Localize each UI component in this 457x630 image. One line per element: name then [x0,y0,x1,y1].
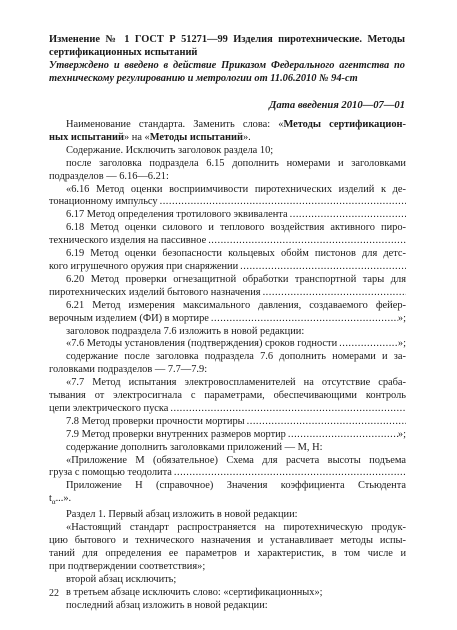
document-body [49,119,406,613]
paragraph-contents: Содержание. Исключить заголовок раздела 10; [66,144,274,156]
entry-text: 6.17 Метод определения тротилового эквивалента [66,209,288,221]
leader-dots [288,209,406,222]
leader-dots [245,416,406,429]
paragraph-after-615-2: подразделов — 6.16—6.21: [49,170,169,182]
item-6-18-line-1: 6.18 Метод оценки силового и теплового воздействия активного пиро- [66,222,406,234]
item-7-7-line-3 [49,403,406,416]
appendix-m-line-1: «Приложение М (обязательное) Схема для расчета высоты подъема [66,454,406,466]
scope-line-1: «Настоящий стандарт распространяется на пиротехническую продук- [66,522,406,534]
leader-dots [168,403,406,416]
item-6-16-line-2 [49,196,406,209]
paragraph-after-615-1: после заголовка подраздела 6.15 дополнить номерами и заголовками [66,157,406,169]
entry-text: пиротехнических изделий бытового назначения [49,286,261,298]
item-6-20-line-1: 6.20 Метод проверки огнезащитной обработки транспортной тары для [66,273,406,285]
leader-dots [172,467,406,480]
bold-fragment: Методы сертификацион- [283,119,406,130]
leader-dots [206,235,406,248]
entry-text: технического изделия на пассивное [49,235,207,247]
item-7-8 [49,416,406,429]
text-fragment: ...». [55,493,72,505]
change-title [49,34,405,60]
text-fragment: Наименование стандарта. Заменить слова: « [66,119,284,130]
text-fragment: ». [242,131,251,143]
item-6-19-line-2 [49,261,406,274]
leader-dots [337,338,398,351]
item-6-19-line-1: 6.19 Метод оценки безопасности кольцевых обойм пистонов для детс- [66,248,406,260]
leader-dots [238,261,406,274]
paragraph-last-abzac: последний абзац изложить в новой редакции: [66,599,268,611]
item-7-9 [49,429,406,442]
paragraph-appendices: содержание дополнить заголовками приложений — М, Н: [66,441,323,453]
item-6-21-line-1: 6.21 Метод измерения максимального давления, создаваемого фейер- [66,299,406,311]
scope-line-4: при подтверждении соответствия»; [49,560,206,572]
alpha-subscript: α [51,498,56,507]
paragraph-title-change-2 [49,132,406,145]
change-title-line-2: сертификационных испытаний [49,46,198,58]
effective-date: Дата введения 2010—07—01 [269,100,405,111]
paragraph-second-abzac: второй абзац исключить; [66,573,177,585]
leader-dots [158,196,406,209]
appendix-n-line-1: Приложение Н (справочное) Значения коэффициента Стьюдента [66,480,406,492]
bold-fragment: Методы испытаний [149,131,243,143]
approval-line-1: Утверждено и введено в действие Приказом Федерального агентства по [49,60,405,71]
entry-text: 7.8 Метод проверки прочности мортиры [66,415,245,427]
leader-dots [286,429,398,442]
item-6-21-line-2 [49,313,406,326]
leader-dots [209,313,398,326]
page-number: 22 [49,588,59,599]
item-6-16-line-1: «6.16 Метод оценки восприимчивости пиротехнических изделий к де- [66,183,406,195]
entry-text: верочным изделием (ФИ) в мортире [49,312,209,324]
paragraph-third-abzac: в третьем абзаце исключить слово: «сертификационных»; [66,586,323,598]
item-7-7-line-1: «7.7 Метод испытания электровоспламенителей на отсутствие сраба- [66,377,406,389]
text-fragment: » на « [123,131,150,143]
item-6-18-line-2 [49,235,406,248]
approval-statement [49,60,405,86]
paragraph-title-change-1 [49,119,406,132]
closing-quote: »; [397,338,406,350]
entry-text: тонационному импульсу [49,196,158,208]
entry-text: кого игрушечного оружия при снаряжении [49,260,239,272]
item-6-20-line-2 [49,287,406,300]
leader-dots [261,287,406,300]
item-6-17 [49,209,406,222]
change-title-line-1: Изменение № 1 ГОСТ Р 51271—99 Изделия пиротехнические. Методы [49,34,405,45]
closing-quote: »; [397,312,406,324]
closing-quote: »; [397,428,406,440]
item-7-7-line-2: тывания от электросигнала с параметрами, обеспечивающими контроль [49,390,406,402]
entry-text: цепи электрического пуска [49,402,169,414]
paragraph-section-1: Раздел 1. Первый абзац изложить в новой редакции: [66,509,298,521]
entry-text: 7.9 Метод проверки внутренних размеров мортир [66,428,286,440]
appendix-n-line-2 [49,493,406,509]
paragraph-heading-7-6: заголовок подраздела 7.6 изложить в новой редакции: [66,325,305,337]
entry-text: груза с помощью теодолита [49,467,172,479]
student-t-symbol: t [49,493,52,505]
approval-line-2: техническому регулированию и метрологии от 11.06.2010 № 94-ст [49,72,358,84]
item-7-6 [49,338,406,351]
paragraph-after-7-6-2: головками подразделов — 7.7—7.9: [49,364,208,376]
scope-line-2: цию бытового и технического назначения и устанавливает методы испы- [49,535,406,547]
bold-fragment: ных испытаний [49,131,124,143]
paragraph-after-7-6-1: содержание после заголовка подраздела 7.6 дополнить номерами и за- [66,351,406,363]
appendix-m-line-2 [49,467,406,480]
scope-line-3: таний для определения ее параметров и характеристик, в том числе и [49,547,406,559]
entry-text: «7.6 Методы установления (подтверждения) сроков годности [66,338,338,350]
